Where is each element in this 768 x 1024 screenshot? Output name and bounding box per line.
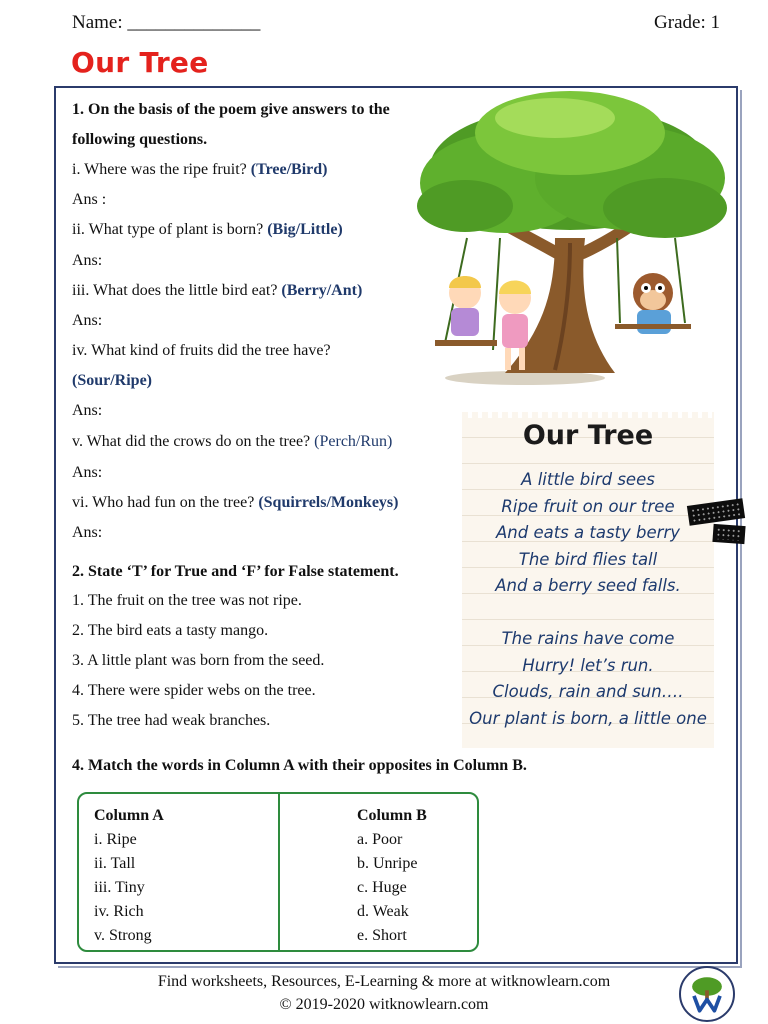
column-b-item: c. Huge: [357, 879, 407, 896]
grade-label: Grade: 1: [654, 12, 720, 33]
question-options: (Tree/Bird): [250, 161, 328, 178]
column-a-header: Column A: [94, 807, 164, 824]
question-4-options: (Sour/Ripe): [72, 372, 152, 389]
poem-line-2: Ripe fruit on our tree: [501, 497, 675, 516]
statement-2: 2. The bird eats a tasty mango.: [72, 622, 269, 639]
section4-heading: 4. Match the words in Column A with their opposites in Column B.: [72, 757, 527, 774]
section2-heading: 2. State ‘T’ for True and ‘F’ for False statement.: [72, 563, 399, 580]
statement-4: 4. There were spider webs on the tree.: [72, 682, 316, 699]
tree-illustration: [405, 88, 735, 388]
witknowlearn-logo: [679, 966, 735, 1022]
match-divider: [278, 794, 280, 950]
column-b-item: b. Unripe: [357, 855, 418, 872]
column-b-item: d. Weak: [357, 903, 409, 920]
answer-line-3: Ans:: [72, 312, 103, 329]
page-title: Our Tree: [71, 46, 209, 79]
poem-line-7: Hurry! let’s run.: [522, 656, 654, 675]
question-options: (Berry/Ant): [281, 282, 363, 299]
statement-1: 1. The fruit on the tree was not ripe.: [72, 592, 302, 609]
question-6: [72, 493, 398, 513]
question-text: iii. What does the little bird eat?: [72, 282, 282, 299]
statement-3: 3. A little plant was born from the seed.: [72, 652, 325, 669]
poem-card-edge: [462, 412, 714, 418]
column-b-item: a. Poor: [357, 831, 403, 848]
column-b-item: e. Short: [357, 927, 407, 944]
question-text: vi. Who had fun on the tree?: [72, 494, 259, 511]
question-5: [72, 432, 392, 452]
question-options: (Perch/Run): [314, 433, 393, 450]
poem-line-3: And eats a tasty berry: [495, 523, 680, 542]
column-a-item: ii. Tall: [94, 855, 136, 872]
poem-line-4: The bird flies tall: [518, 550, 658, 569]
poem-line-6: The rains have come: [501, 629, 675, 648]
poem-card: [462, 412, 714, 748]
question-text: i. Where was the ripe fruit?: [72, 161, 251, 178]
answer-line-6: Ans:: [72, 524, 103, 541]
name-field-label: Name: ______________: [72, 12, 261, 33]
match-table: [77, 792, 479, 952]
answer-line-5: Ans:: [72, 464, 103, 481]
poem-line-1: A little bird sees: [521, 470, 655, 489]
poem-line-5: And a berry seed falls.: [495, 576, 681, 595]
column-b-header: Column B: [357, 807, 427, 824]
question-1: [72, 160, 327, 180]
poem-line-9: Our plant is born, a little one: [469, 709, 707, 728]
question-options: (Squirrels/Monkeys): [258, 494, 399, 511]
footer-line-1: Find worksheets, Resources, E-Learning & more at witknowlearn.com: [157, 973, 611, 990]
answer-line-1: Ans :: [72, 191, 107, 208]
column-a: [94, 804, 164, 948]
poem-title: Our Tree: [522, 420, 654, 451]
question-text: v. What did the crows do on the tree?: [72, 433, 315, 450]
column-a-item: v. Strong: [94, 927, 152, 944]
washi-tape-bottom: [712, 524, 745, 544]
question-4: iv. What kind of fruits did the tree have?: [72, 342, 331, 359]
column-a-item: iii. Tiny: [94, 879, 145, 896]
question-options: (Big/Little): [267, 221, 343, 238]
question-text: ii. What type of plant is born?: [72, 221, 268, 238]
question-3: [72, 281, 362, 301]
column-b: [357, 804, 427, 948]
section1-heading-line1: 1. On the basis of the poem give answers to the: [72, 101, 390, 118]
footer-line-2: © 2019-2020 witknowlearn.com: [279, 996, 489, 1013]
poem-line-8: Clouds, rain and sun….: [492, 682, 684, 701]
section1-heading-line2: following questions.: [72, 131, 208, 148]
column-a-item: iv. Rich: [94, 903, 144, 920]
answer-line-2: Ans:: [72, 252, 103, 269]
question-2: [72, 220, 343, 240]
answer-line-4: Ans:: [72, 402, 103, 419]
column-a-item: i. Ripe: [94, 831, 137, 848]
statement-5: 5. The tree had weak branches.: [72, 712, 271, 729]
